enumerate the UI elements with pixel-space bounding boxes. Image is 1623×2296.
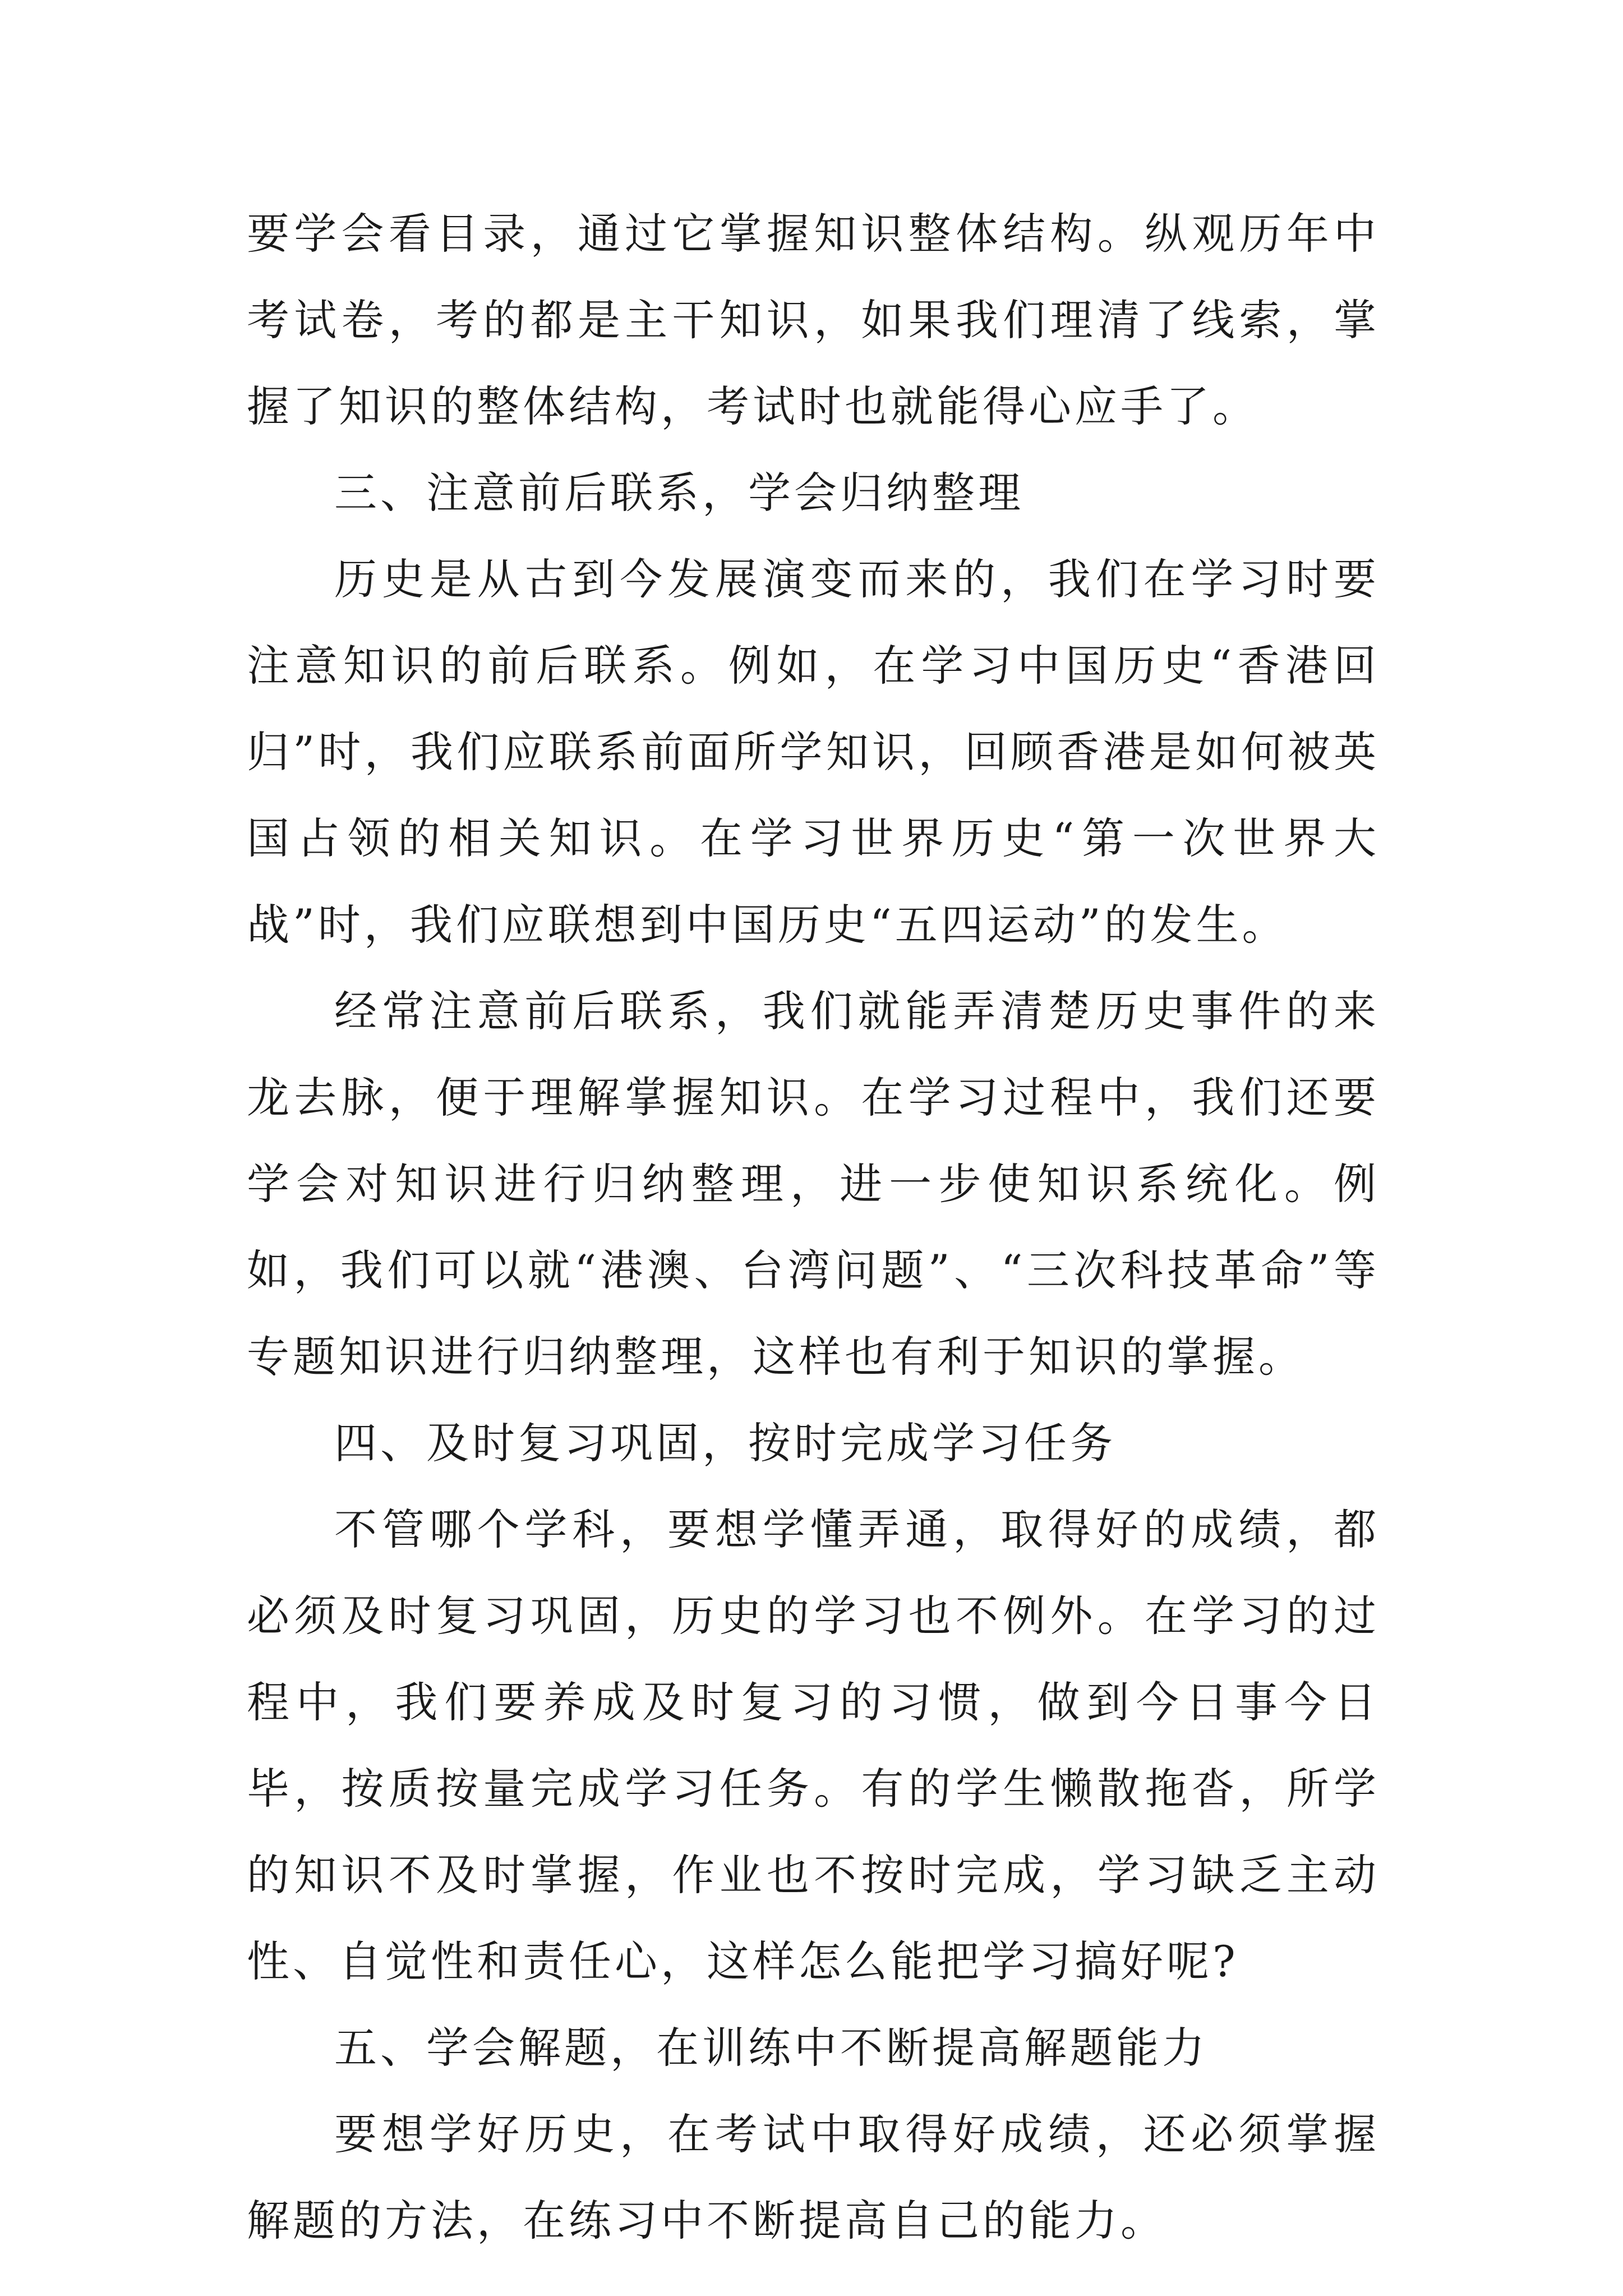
paragraph: 历史是从古到今发展演变而来的，我们在学习时要注意知识的前后联系。例如，在学习中国历史“香港回归”时，我们应联系前面所学知识，回顾香港是如何被英国占领的相关知识。在学习世界历史“第一次世界大战”时，我们应联想到中国历史“五四运动”的发生。 [247,554,1380,950]
paragraph-continuation: 要学会看目录，通过它掌握知识整体结构。纵观历年中考试卷，考的都是主干知识，如果我们理清了线索，掌握了知识的整体结构，考试时也就能得心应手了。 [247,209,1380,431]
paragraph: 要想学好历史，在考试中取得好成绩，还必须掌握解题的方法，在练习中不断提高自己的能力。 [247,2109,1380,2246]
paragraph: 不管哪个学科，要想学懂弄通，取得好的成绩，都必须及时复习巩固，历史的学习也不例外。在学习的过程中，我们要养成及时复习的习惯，做到今日事今日毕，按质按量完成学习任务。有的学生懒散拖沓，所学的知识不及时掌握，作业也不按时完成，学习缺乏主动性、自觉性和责任心，这样怎么能把学习搞好呢? [247,1504,1380,1986]
document-body [247,191,1380,2264]
paragraph: 经常注意前后联系，我们就能弄清楚历史事件的来龙去脉，便于理解掌握知识。在学习过程中，我们还要学会对知识进行归纳整理，进一步使知识系统化。例如，我们可以就“港澳、台湾问题”、“三次科技革命”等专题知识进行归纳整理，这样也有利于知识的掌握。 [247,986,1380,1382]
section-heading-4: 四、及时复习巩固，按时完成学习任务 [334,1418,1116,1468]
section-heading-3: 三、注意前后联系，学会归纳整理 [334,468,1024,518]
section-heading-5: 五、学会解题，在训练中不断提高解题能力 [334,2023,1208,2073]
